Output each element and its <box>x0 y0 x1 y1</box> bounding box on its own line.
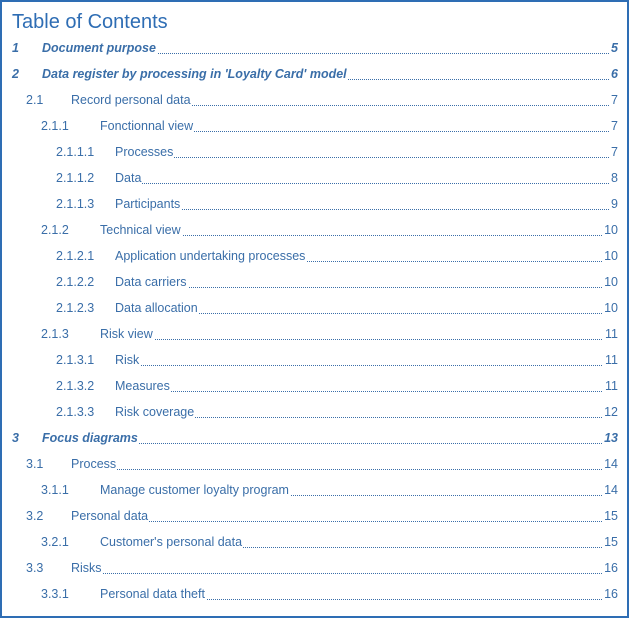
toc-entry-number: 2.1.2.3 <box>56 301 95 315</box>
toc-entry[interactable] <box>2 429 618 447</box>
toc-entry-number: 2.1.1.2 <box>56 171 95 185</box>
toc-entry-number: 2.1.2 <box>41 223 69 237</box>
toc-entry-page: 11 <box>605 379 618 393</box>
toc-entry[interactable] <box>2 91 618 109</box>
toc-entry[interactable] <box>2 195 618 213</box>
toc-entry[interactable] <box>2 143 618 161</box>
dot-leader <box>115 195 609 210</box>
toc-entry-page: 10 <box>604 275 618 289</box>
toc-entry-text[interactable]: Risk view <box>100 327 153 341</box>
toc-entry[interactable] <box>2 351 618 369</box>
toc-entry-page: 12 <box>604 405 618 419</box>
toc-entry[interactable] <box>2 247 618 265</box>
toc-entry-number: 3.3.1 <box>41 587 69 601</box>
toc-entry-page: 10 <box>604 301 618 315</box>
toc-entry[interactable] <box>2 39 618 57</box>
toc-entry-text[interactable]: Participants <box>115 197 181 211</box>
toc-entry-number: 2.1.2.1 <box>56 249 95 263</box>
toc-entry[interactable] <box>2 169 618 187</box>
toc-entry-text[interactable]: Document purpose <box>42 41 156 55</box>
toc-entry-number: 3.2.1 <box>41 535 69 549</box>
toc-entry[interactable] <box>2 377 618 395</box>
toc-entry-page: 8 <box>611 171 618 185</box>
dot-leader <box>115 169 609 184</box>
toc-entry-text[interactable]: Process <box>71 457 117 471</box>
toc-entry[interactable] <box>2 299 618 317</box>
toc-entry-text[interactable]: Focus diagrams <box>42 431 138 445</box>
toc-entry[interactable] <box>2 325 618 343</box>
dot-leader <box>71 559 602 574</box>
toc-entry-page: 6 <box>611 67 618 81</box>
toc-entry-number: 2.1.3.1 <box>56 353 95 367</box>
dot-leader <box>71 507 602 522</box>
dot-leader <box>115 351 602 366</box>
toc-entry[interactable] <box>2 455 618 473</box>
toc-entry-text[interactable]: Data carriers <box>115 275 187 289</box>
toc-entry-text[interactable]: Data allocation <box>115 301 198 315</box>
toc-entry-page: 15 <box>604 535 618 549</box>
toc-entry-text[interactable]: Technical view <box>100 223 181 237</box>
toc-entry-page: 13 <box>604 431 618 445</box>
toc-entry-text[interactable]: Risk <box>115 353 140 367</box>
toc-entry[interactable] <box>2 533 618 551</box>
toc-entry-number: 2.1.1 <box>41 119 69 133</box>
toc-entry-page: 11 <box>605 327 618 341</box>
toc-entry[interactable] <box>2 559 618 577</box>
toc-entry-number: 2.1.1.1 <box>56 145 95 159</box>
toc-entry-page: 16 <box>604 561 618 575</box>
toc-entry-text[interactable]: Processes <box>115 145 174 159</box>
dot-leader <box>115 273 602 288</box>
toc-entry-text[interactable]: Customer's personal data <box>100 535 243 549</box>
toc-entry[interactable] <box>2 221 618 239</box>
toc-entry-page: 10 <box>604 249 618 263</box>
dot-leader <box>71 455 602 470</box>
toc-entry-number: 3.1 <box>26 457 44 471</box>
toc-entry[interactable] <box>2 65 618 83</box>
toc-entry-number: 2 <box>12 67 19 81</box>
toc-entry-number: 3.1.1 <box>41 483 69 497</box>
toc-entry[interactable] <box>2 507 618 525</box>
toc-entry-number: 3.3 <box>26 561 44 575</box>
toc-entry-text[interactable]: Measures <box>115 379 170 393</box>
toc-entry-page: 7 <box>611 93 618 107</box>
toc-entry-text[interactable]: Manage customer loyalty program <box>100 483 289 497</box>
toc-entry-text[interactable]: Personal data <box>71 509 149 523</box>
toc-entry-page: 11 <box>605 353 618 367</box>
toc-entry-page: 14 <box>604 483 618 497</box>
toc-entry-number: 1 <box>12 41 19 55</box>
toc-entry[interactable] <box>2 117 618 135</box>
toc-entry-number: 2.1.1.3 <box>56 197 95 211</box>
dot-leader <box>115 143 609 158</box>
toc-entry-number: 3.2 <box>26 509 44 523</box>
toc-entry-page: 15 <box>604 509 618 523</box>
toc-entry-page: 7 <box>611 119 618 133</box>
toc-entry-page: 14 <box>604 457 618 471</box>
toc-entry-page: 16 <box>604 587 618 601</box>
toc-entry-number: 2.1.2.2 <box>56 275 95 289</box>
toc-entry-number: 2.1 <box>26 93 44 107</box>
toc-entry-number: 2.1.3 <box>41 327 69 341</box>
toc-entry-page: 10 <box>604 223 618 237</box>
toc-entry-page: 9 <box>611 197 618 211</box>
toc-entry[interactable] <box>2 273 618 291</box>
toc-entry-number: 2.1.3.3 <box>56 405 95 419</box>
toc-entry-text[interactable]: Record personal data <box>71 93 191 107</box>
toc-entry-page: 7 <box>611 145 618 159</box>
toc-entry-text[interactable]: Data register by processing in 'Loyalty Card' model <box>42 67 347 81</box>
dot-leader <box>115 377 602 392</box>
toc-title: Table of Contents <box>12 11 168 33</box>
dot-leader <box>100 325 602 340</box>
toc-entry-page: 5 <box>611 41 618 55</box>
toc-entry-text[interactable]: Risk coverage <box>115 405 195 419</box>
toc-entry[interactable] <box>2 481 618 499</box>
toc-entry-text[interactable]: Risks <box>71 561 102 575</box>
toc-entry-text[interactable]: Data <box>115 171 142 185</box>
toc-entry-text[interactable]: Application undertaking processes <box>115 249 306 263</box>
toc-entry-text[interactable]: Personal data theft <box>100 587 205 601</box>
toc-entry-number: 2.1.3.2 <box>56 379 95 393</box>
toc-entry[interactable] <box>2 403 618 421</box>
toc-entry[interactable] <box>2 585 618 603</box>
toc-entry-number: 3 <box>12 431 19 445</box>
toc-entry-text[interactable]: Fonctionnal view <box>100 119 194 133</box>
